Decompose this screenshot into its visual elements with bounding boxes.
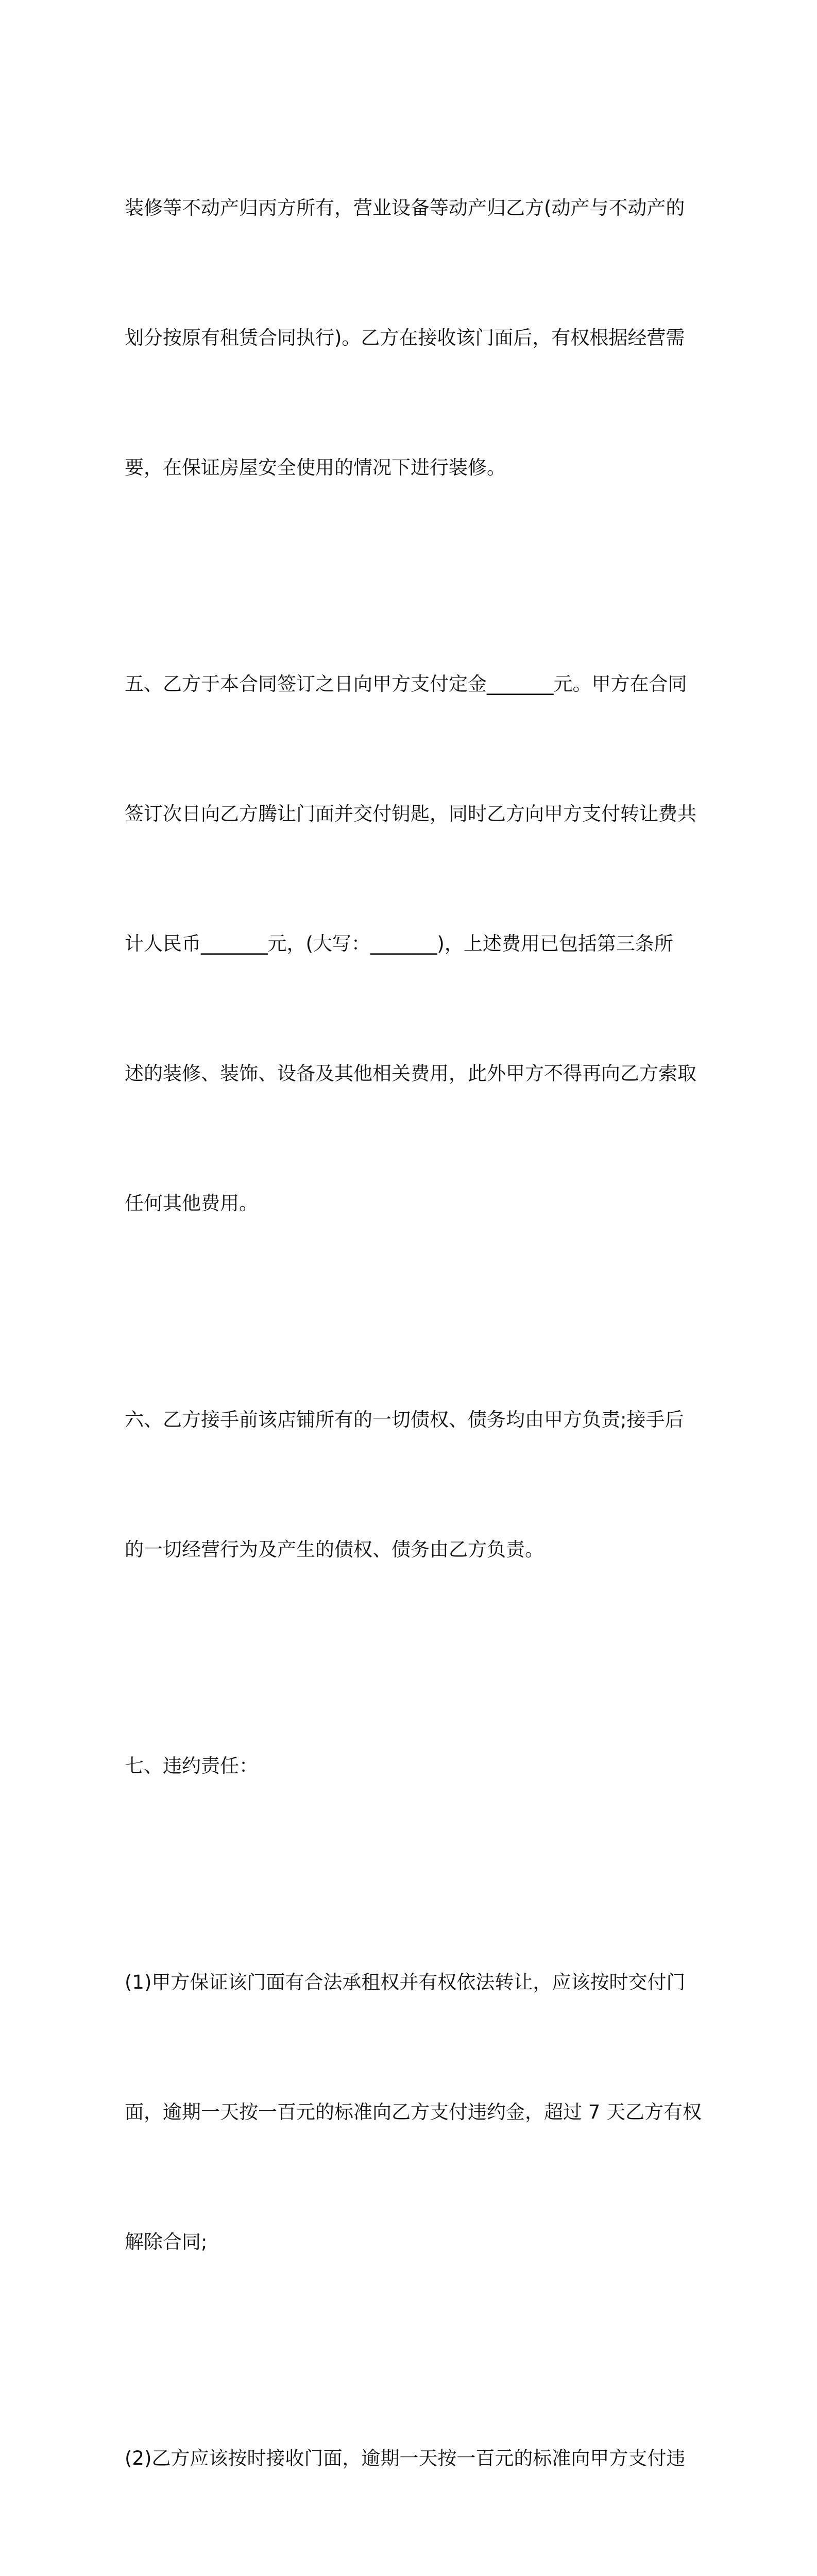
clause-six	[125, 1312, 702, 1658]
text-line: 面，逾期一天按一百元的标准向乙方支付违约金，超过 7 天乙方有权	[125, 2101, 702, 2123]
paragraph-property-division	[125, 100, 702, 576]
text-line: (2)乙方应该按时接收门面，逾期一天按一百元的标准向甲方支付违	[125, 2447, 686, 2469]
text-line: 六、乙方接手前该店铺所有的一切债权、债务均由甲方负责;接手后	[125, 1409, 684, 1431]
text-line: 计人民币_______元，(大写：_______)，上述费用已包括第三条所	[125, 933, 673, 955]
text-line: 签订次日向乙方腾让门面并交付钥匙，同时乙方向甲方支付转让费共	[125, 803, 696, 825]
text-line: 七、违约责任：	[125, 1755, 258, 1777]
text-line: 装修等不动产归丙方所有，营业设备等动产归乙方(动产与不动产的	[125, 197, 685, 219]
clause-five	[125, 576, 702, 1312]
clause-seven-heading	[125, 1658, 702, 1874]
text-line: (1)甲方保证该门面有合法承租权并有权依法转让，应该按时交付门	[125, 1971, 686, 1993]
text-line: 要，在保证房屋安全使用的情况下进行装修。	[125, 456, 506, 479]
contract-body	[125, 100, 702, 2576]
text-line: 述的装修、装饰、设备及其他相关费用，此外甲方不得再向乙方索取	[125, 1062, 696, 1084]
clause-seven-item-1	[125, 1874, 702, 2350]
text-line: 解除合同;	[125, 2231, 208, 2253]
clause-seven-item-2	[125, 2350, 702, 2576]
text-line	[125, 2567, 702, 2576]
text-line: 的一切经营行为及产生的债权、债务由乙方负责。	[125, 1538, 544, 1561]
text-line: 五、乙方于本合同签订之日向甲方支付定金_______元。甲方在合同	[125, 673, 687, 695]
text-line: 任何其他费用。	[125, 1192, 258, 1214]
text-line: 划分按原有租赁合同执行)。乙方在接收该门面后，有权根据经营需	[125, 327, 685, 349]
